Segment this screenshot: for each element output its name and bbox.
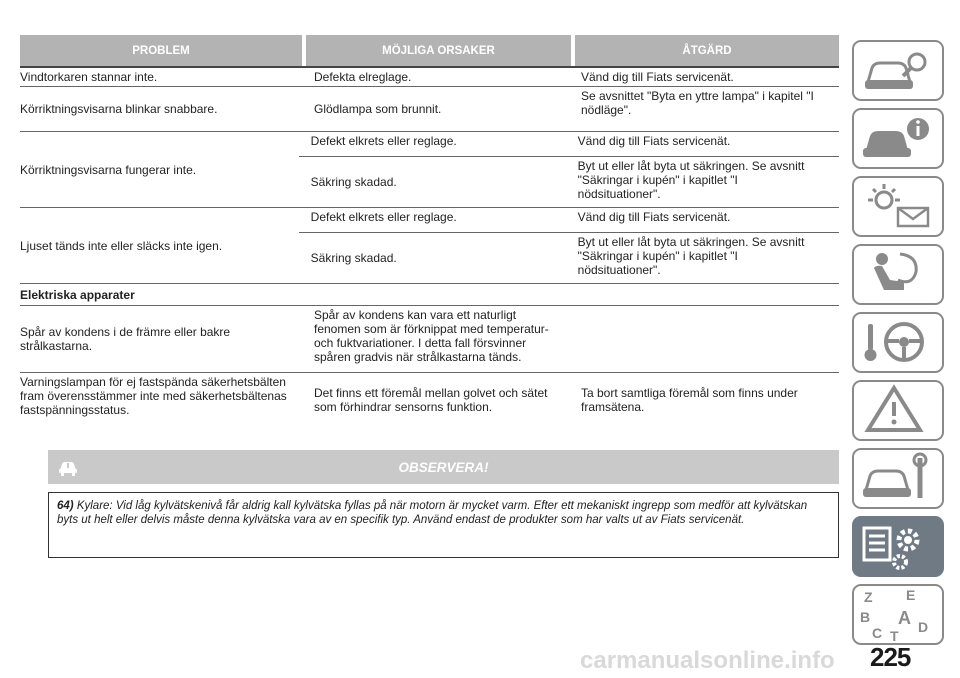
airbag-seat-icon (854, 246, 942, 303)
tab-safety[interactable] (852, 244, 944, 305)
problem-cell: Varningslampan för ej fastspända säkerhetsbälten fram överensstämmer inte med säkerhetsbältenas fastspänningsstatus. (20, 375, 287, 417)
action-cell: Byt ut eller låt byta ut säkringen. Se avsnitt "Säkringar i kupén" i kapitlet "I nödsituationer". (577, 235, 805, 277)
problem-cell: Körriktningsvisarna blinkar snabbare. (20, 102, 218, 116)
observe-note (48, 492, 839, 558)
header-problem: PROBLEM (20, 35, 302, 66)
action-cell: Vänd dig till Fiats servicenät. (581, 70, 734, 84)
section-title: Elektriska apparater (20, 288, 135, 302)
troubleshooting-table (20, 35, 839, 427)
cause-cell: Säkring skadad. (310, 251, 397, 265)
index-letter: Z (864, 589, 873, 605)
problem-cell: Vindtorkaren stannar inte. (20, 70, 158, 84)
observe-header (48, 450, 839, 484)
tab-emergency[interactable] (852, 380, 944, 441)
action-cell: Byt ut eller låt byta ut säkringen. Se avsnitt "Säkringar i kupén" i kapitlet "I nödsituationer". (577, 159, 805, 201)
cause-cell: Glödlampa som brunnit. (314, 102, 442, 116)
observe-title: OBSERVERA! (398, 459, 489, 475)
table-row (20, 207, 839, 283)
tab-car-search[interactable] (852, 40, 944, 101)
tab-index[interactable] (852, 584, 944, 645)
index-letter: C (872, 625, 883, 641)
cause-group (299, 208, 839, 283)
tab-maintenance[interactable] (852, 448, 944, 509)
cause-cell: Spår av kondens kan vara ett naturligt fenomen som är förknippat med temperatur- och fuktvariationer. I detta fall försvinner spåren gradvis när strålkastarna tänds. (314, 308, 549, 364)
section-row (20, 283, 839, 305)
table-row (20, 86, 839, 131)
car-maintenance-icon (854, 450, 942, 507)
note-text: Kylare: Vid låg kylvätskenivå får aldrig kall kylvätska fyllas på när motorn är mycket varm. Efter ett mekaniskt ingrepp som medför att kylvätskan byts ut helt eller delvis måste denna kylvätska vara av en specifik typ. Använd endast de produkter som har valts ut av Fiats servicenät. (57, 500, 808, 526)
index-letter: D (918, 619, 929, 635)
header-action: ÅTGÄRD (575, 35, 839, 66)
cause-cell: Det finns ett föremål mellan golvet och sätet som förhindrar sensorns funktion. (314, 386, 548, 414)
car-warning-icon (57, 457, 79, 477)
steering-key-icon (854, 314, 942, 371)
action-cell: Ta bort samtliga föremål som finns under framsätena. (581, 386, 798, 414)
index-letter: T (890, 628, 899, 643)
warning-light-icon (854, 178, 942, 235)
table-row (20, 372, 839, 427)
emergency-triangle-icon (854, 382, 942, 439)
cause-cell: Säkring skadad. (310, 175, 397, 189)
action-cell: Vänd dig till Fiats servicenät. (577, 134, 731, 148)
cause-cell: Defekta elreglage. (314, 70, 412, 84)
cause-group (299, 132, 839, 207)
car-search-icon (854, 42, 942, 99)
tab-warning-lights[interactable] (852, 176, 944, 237)
table-row (20, 131, 839, 207)
note-reference: 64) (57, 500, 74, 512)
header-causes: MÖJLIGA ORSAKER (306, 35, 571, 66)
problem-cell: Körriktningsvisarna fungerar inte. (20, 162, 197, 177)
table-row (20, 305, 839, 372)
page-number: 225 (870, 642, 911, 672)
action-cell: Se avsnittet "Byta en yttre lampa" i kapitel "I nödläge". (581, 89, 814, 117)
index-letter: E (906, 587, 916, 603)
tab-technical-data[interactable] (852, 516, 944, 577)
table-row (20, 66, 839, 86)
action-cell: Vänd dig till Fiats servicenät. (577, 210, 731, 224)
chapter-tabs (852, 40, 944, 652)
index-letter: A (898, 608, 911, 628)
cause-cell: Defekt elkrets eller reglage. (310, 210, 457, 224)
table-header (20, 35, 839, 66)
problem-cell: Spår av kondens i de främre eller bakre strålkastarna. (20, 325, 231, 353)
tab-driving[interactable] (852, 312, 944, 373)
index-letter: B (860, 609, 871, 625)
watermark: carmanualsonline.info (580, 647, 835, 674)
problem-cell: Ljuset tänds inte eller släcks inte igen. (20, 238, 223, 253)
action-cell (567, 306, 831, 372)
tab-car-info[interactable] (852, 108, 944, 169)
specs-gear-icon (854, 518, 942, 575)
index-letters-icon (854, 586, 942, 643)
car-info-icon (854, 110, 942, 167)
cause-cell: Defekt elkrets eller reglage. (310, 134, 457, 148)
